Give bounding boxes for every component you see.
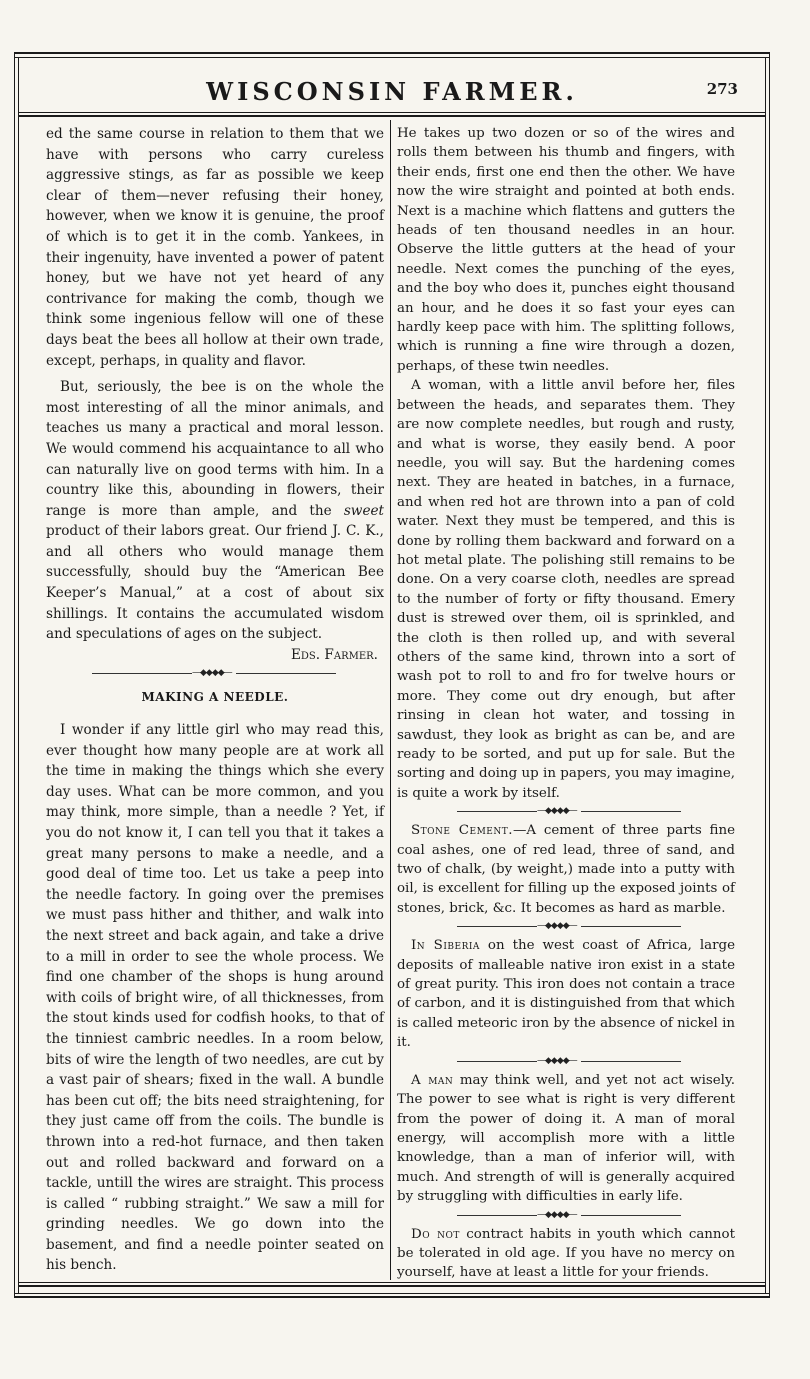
left-column (46, 124, 384, 1276)
header-rule-thick (18, 115, 766, 117)
needle-article-woman: A woman, with a little anvil before her, files between the heads, and separates them. They are now complete needles, but rough and rusty, and what is worse, they easily bend. A poor needle, you will say. But the hardening comes next. They are heated in batches, in a furnace, and when red hot are thrown into a pan of cold water. Next they must be tempered, and this is done by rolling them backward and forward on a hot metal plate. The polishing still remains to be done. On a very coarse cloth, needles are spread to the number of forty or fifty thousand. Emery dust is strewed over them, oil is sprinkled, and the cloth is then rolled up, and with several others of the same kind, thrown into a sort of wash pot to roll to and fro for twelve hours or more. They come out dry enough, but after rinsing in clean hot water, and tossing in sawdust, they look as bright as can be, and are ready to be sorted, and put up for sale. But the sorting and doing up in papers, you may imagine, is quite a work by itself. (397, 378, 735, 801)
siberia-text: on the west coast of Africa, large deposits of malleable native iron exist in a state of great purity. This iron does not contain a trace of carbon, and it is distinguished from that which is called meteoric iron by the absence of nickel in it. (397, 938, 736, 1051)
page-number: 273 (706, 80, 738, 98)
stone-cement-paragraph (397, 821, 735, 918)
section-divider: —◆◆◆◆— (397, 1055, 735, 1069)
do-not-text: contract habits in youth which cannot be tolerated in old age. If you have no mercy on yourself, have at least a little for your friends. (397, 1226, 735, 1281)
section-divider: —◆◆◆◆— (397, 805, 735, 819)
section-divider: —◆◆◆◆— (397, 920, 735, 934)
top-border-rule-thin (14, 57, 770, 58)
bottom-border-rule (14, 1293, 770, 1294)
do-not-lead: Do not (411, 1226, 460, 1242)
bee-paragraph-continued: ed the same course in relation to them that we have with persons who carry cureless aggressive stings, as far as possible we keep clear of them—never refusing their honey, however, when we know it is genuine, the proof of which is to get it in the comb. Yankees, in their ingenuity, have invented a power of patent honey, but we have not yet heard of any contrivance for making the comb, though we think some ingenious fellow will one of these days beat the bees all hollow at their own trade, except, perhaps, in quality and flavor. (46, 126, 384, 369)
a-man-text: may think well, and yet not act wisely. The power to see what is right is very different from the power of doing it. A man of moral energy, will accomplish more with a little knowledge, than a man of inferior will, with much. And strength of will is generally acquired by struggling with difficulties in early life. (397, 1072, 735, 1205)
needle-article-continued: He takes up two dozen or so of the wires and rolls them between his thumb and fingers, with their ends, first one end then the other. We have now the wire straight and pointed at both ends. Next is a machine which flattens and gutters the heads of ten thousand needles in an hour. Observe the little gutters at the head of your needle. Next comes the punching of the eyes, and the boy who does it, punches eight thousand an hour, and he does it so fast your eyes can hardly keep pace with him. The splitting follows, which is running a fine wire through a dozen, perhaps, of these twin needles. (397, 126, 735, 374)
article-heading: MAKING A NEEDLE. (141, 690, 289, 705)
page-header (14, 76, 770, 108)
a-man-lead: A man (411, 1072, 454, 1088)
siberia-paragraph (397, 936, 735, 1052)
siberia-lead: In Siberia (411, 938, 480, 954)
right-border-inner (765, 57, 766, 1293)
column-separator (390, 120, 391, 1280)
left-border-inner (18, 57, 19, 1293)
header-rule (18, 112, 766, 113)
do-not-paragraph (397, 1225, 735, 1283)
section-divider: —◆◆◆◆— (397, 1209, 735, 1223)
section-divider: —◆◆◆◆— (46, 667, 384, 681)
a-man-paragraph (397, 1071, 735, 1207)
right-border (769, 52, 770, 1298)
needle-article-paragraph: I wonder if any little girl who may read this, ever thought how many people are at work all the time in making the things which she every day uses. What can be more common, and you may think, more simple, than a needle ? Yet, if you do not know it, I can tell you that it takes a great many persons to make a needle, and a good deal of time too. Let us take a peep into the needle factory. In going over the premises we must pass hither and thither, and walk into the next street and back again, and take a drive to a mill in order to see the whole process. We find one chamber of the shops is hung around with coils of bright wire, of all thicknesses, from the stout kinds used for codfish hooks, to that of the tinniest cambric needles. In a room below, bits of wire the length of two needles, are cut by a vast pair of shears; fixed in the wall. A bundle has been cut off; the bits need straightening, for they just came off from the coils. The bundle is thrown into a red-hot furnace, and then taken out and rolled backward and forward on a tackle, untill the wires are straight. This process is called “ rubbing straight.” We saw a mill for grinding needles. We go down into the basement, and find a needle pointer seated on his bench. (46, 722, 384, 1274)
stone-cement-lead: Stone Cement. (411, 823, 514, 839)
bottom-border-rule-thick (14, 1296, 770, 1298)
emphasis-sweet: sweet (343, 502, 384, 519)
bottom-rule-thick (18, 1285, 766, 1287)
masthead-title: WISCONSIN FARMER. (206, 77, 578, 106)
stone-cement-text: —A cement of three parts fine coal ashes, one of red lead, three of sand, and two of chalk, (by weight,) made into a putty with oil, is excellent for filling up the exposed joints of stones, brick, &c. It becomes as hard as marble. (397, 823, 735, 916)
editor-signature: Eds. Farmer. (290, 646, 378, 663)
left-border (14, 52, 15, 1298)
top-border-rule (14, 52, 770, 54)
right-column (397, 124, 735, 1283)
bee-paragraph-seriously: But, seriously, the bee is on the whole the most interesting of all the minor animals, and teaches us many a practical and moral lesson. We would commend his acquaintance to all who can naturally live on good terms with him. In a country like this, abounding in flowers, their range is more than ample, and the sweet product of their labors great. Our friend J. C. K., and all others who would manage them successfully, should buy the “American Bee Keeper’s Manual,” at a cost of about six shillings. It contains the accumulated wisdom and speculations of ages on the subject. (46, 379, 384, 643)
